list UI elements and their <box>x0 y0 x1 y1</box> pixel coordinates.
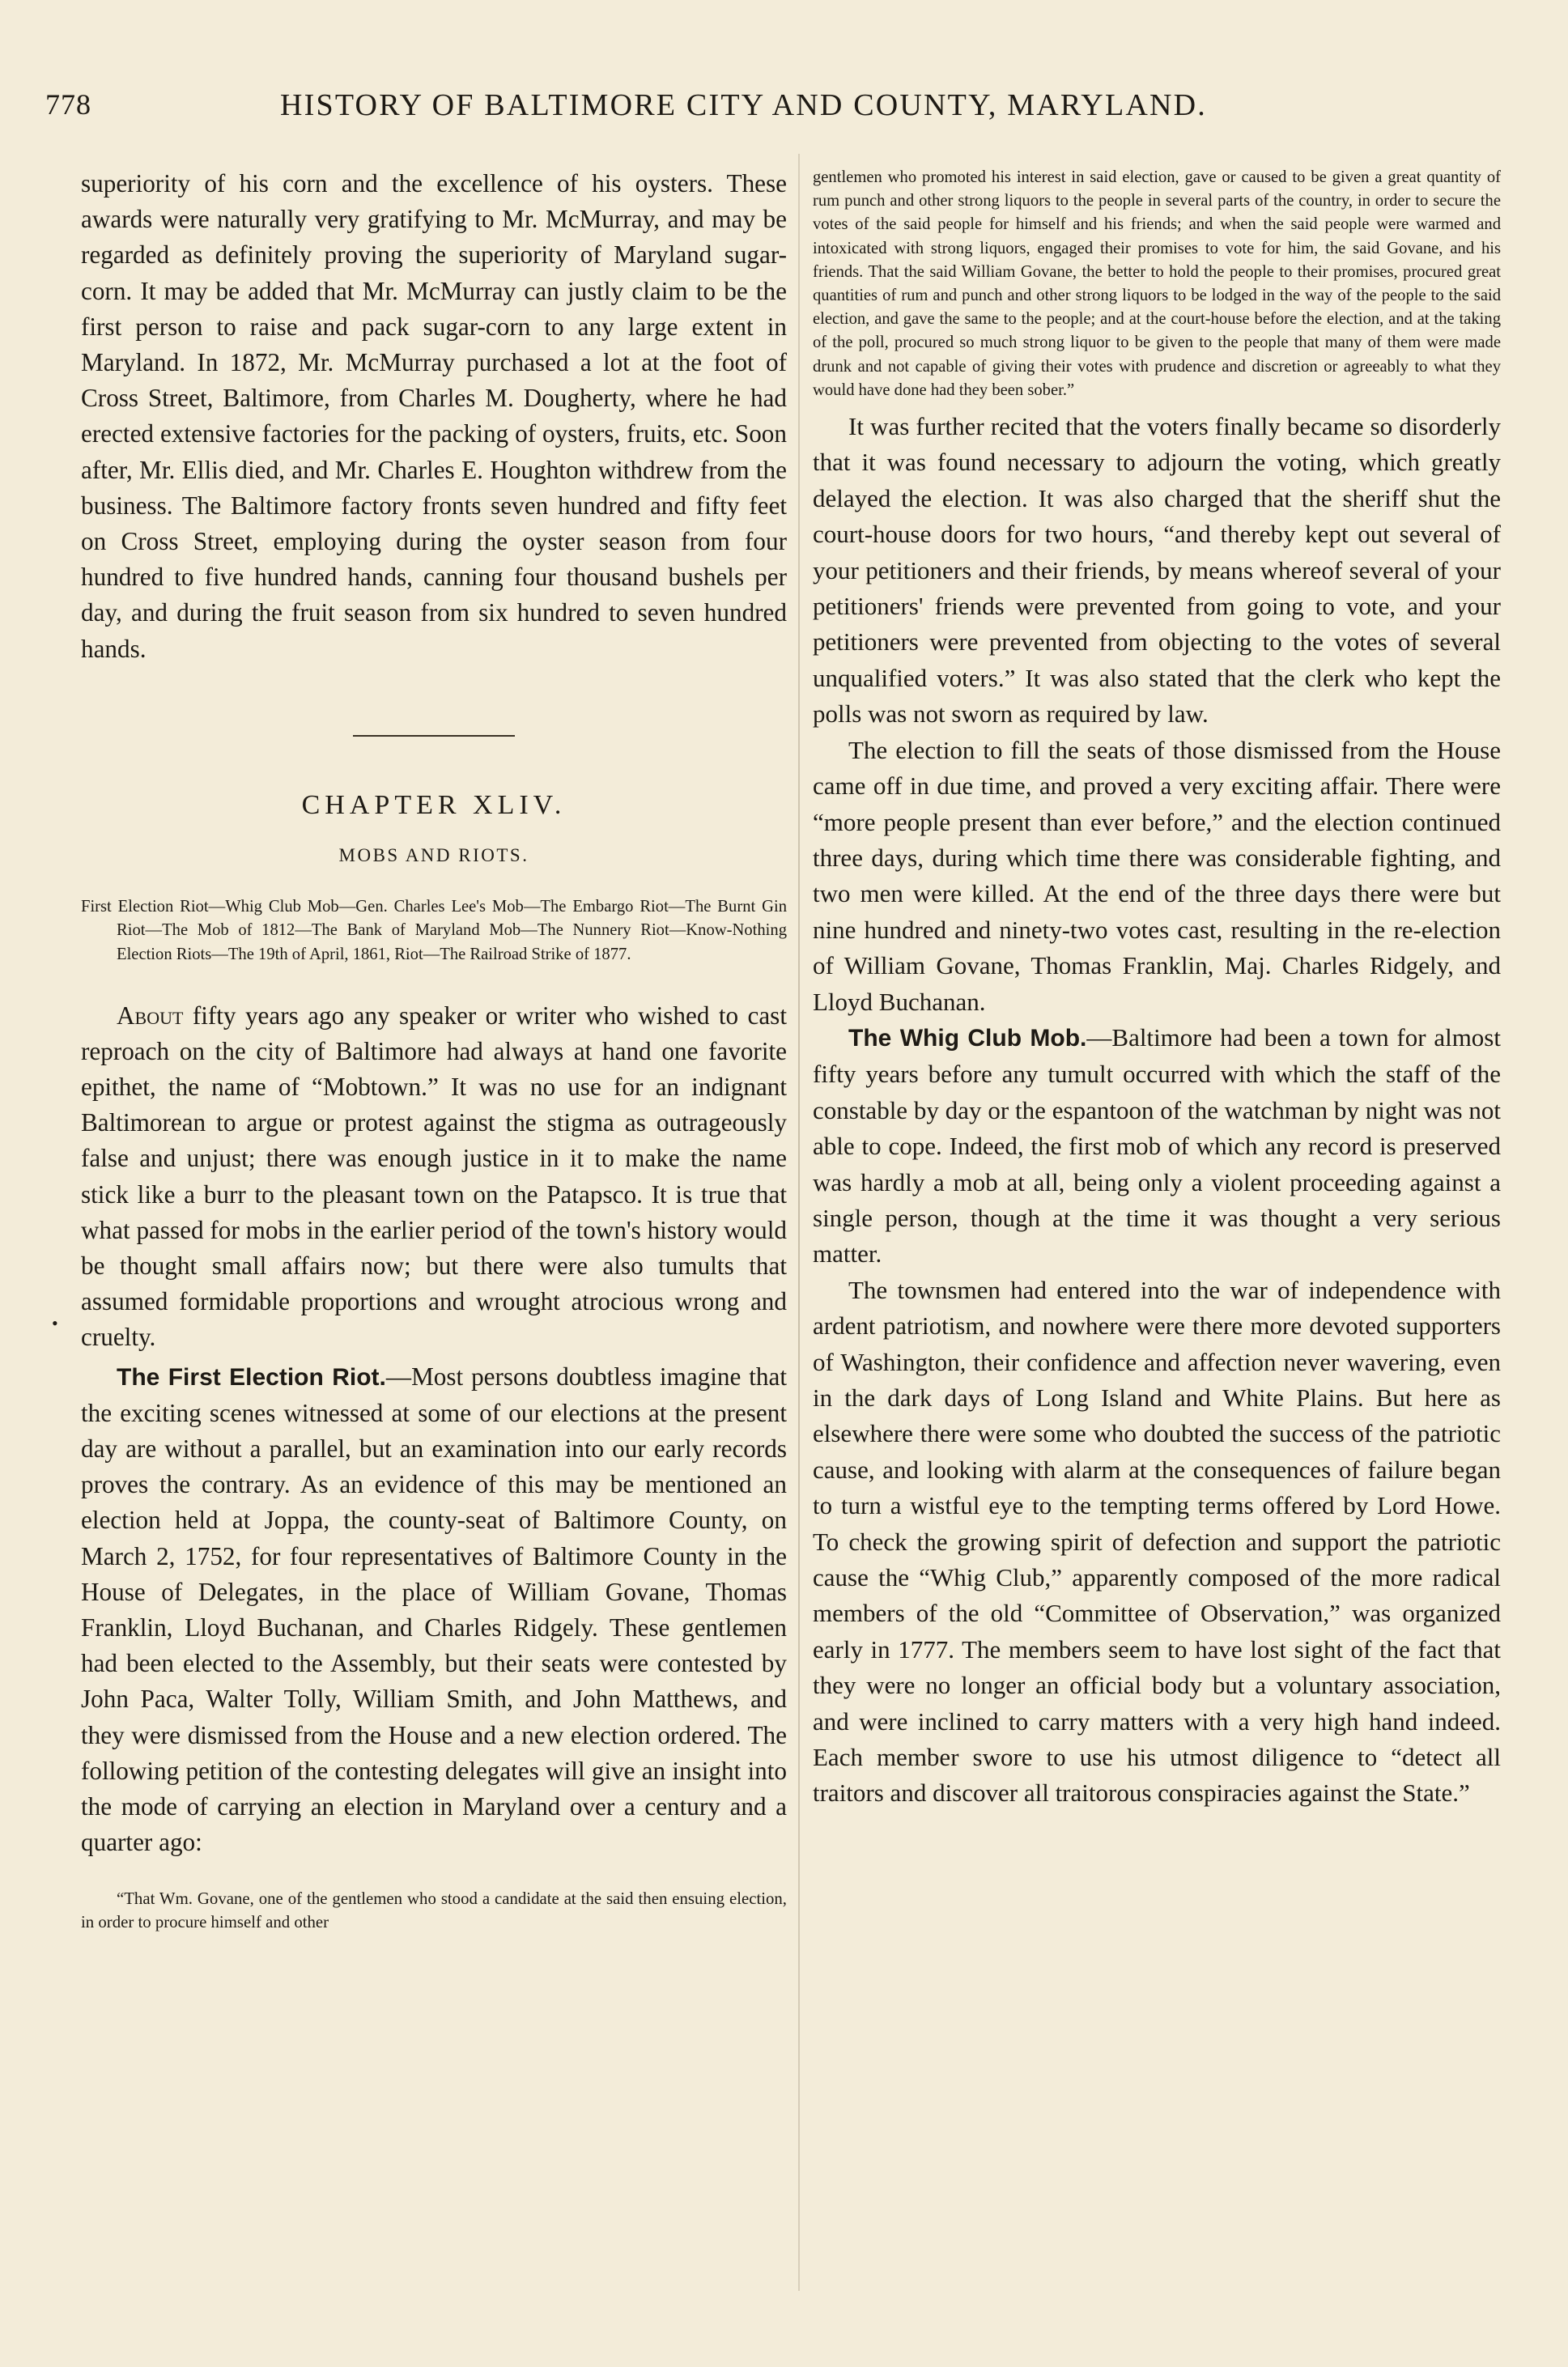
paragraph-war-of-independence: The townsmen had entered into the war of independence with ardent patriotism, and nowhere were there more devoted supporters of Washington, their confidence and affection never wavering, even in the dark days of Long Island and White Plains. But here as elsewhere there were some who doubted the success of the patriotic cause, and looking with alarm at the consequences of failure began to turn a wistful eye to the tempting terms offered by Lord Howe. To check the growing spirit of defection and support the patriotic cause the “Whig Club,” apparently composed of the more radical members of the old “Committee of Observation,” was organized early in 1777. The members seem to have lost sight of the fact that they were no longer an official body but a voluntary association, and were inclined to carry matters with a very high hand indeed. Each member swore to use his utmost diligence to “detect all traitors and discover all traitorous conspiracies against the State.” <box>813 1275 1501 1808</box>
chapter-title: CHAPTER XLIV. <box>301 789 567 820</box>
section-rule <box>353 735 515 737</box>
section-heading-whig-club-mob: The Whig Club Mob. <box>848 1024 1087 1052</box>
paragraph-mobtown <box>81 998 787 1356</box>
column-divider <box>798 154 800 2291</box>
page-number: 778 <box>45 88 91 121</box>
petition-quote-continued: gentlemen who promoted his interest in said election, gave or caused to be given a great quantity of rum punch and other strong liquors to the people in several parts of the country, in order to secure the votes of the said people for himself and his friends; and when the said people were warmed and intoxicated with strong liquors, engaged their promises to vote for him, the said Govane, and his friends. That the said William Govane, the better to hold the people to their promises, procured great quantities of rum and punch and other strong liquors to be lodged in the way of the people to the said election, and gave the same to the people; and at the court-house before the election, and at the taking of the poll, procured so much strong liquor to be given to the people that many of them were made drunk and not capable of giving their votes with prudence and discretion or agreeably to what they would have done had they been sober.” <box>813 168 1501 399</box>
paragraph-whig-club-mob <box>813 1020 1501 1273</box>
paragraph-whig-club-mob-text: —Baltimore had been a town for almost fifty years before any tumult occurred with which the staff of the constable by day or the espantoon of the watchman by night was not able to cope. Indeed, the first mob of which any record is preserved was hardly a mob at all, being only a violent proceeding against a single person, though at the time it was thought a very serious matter. <box>813 1022 1501 1268</box>
running-title: HISTORY OF BALTIMORE CITY AND COUNTY, MARYLAND. <box>280 88 1207 122</box>
chapter-subtitle: MOBS AND RIOTS. <box>338 844 529 865</box>
margin-dot: • <box>52 1313 58 1333</box>
paragraph-canning: superiority of his corn and the excellence of his oysters. These awards were naturally very gratifying to Mr. McMurray, and may be regarded as definitely proving the superiority of Maryland sugar-corn. It may be added that Mr. McMurray can justly claim to be the first person to raise and pack sugar-corn to any large extent in Maryland. In 1872, Mr. McMurray purchased a lot at the foot of Cross Street, Baltimore, from Charles M. Dougherty, where he had erected extensive factories for the packing of oysters, fruits, etc. Soon after, Mr. Ellis died, and Mr. Charles E. Houghton withdrew from the business. The Baltimore factory fronts seven hundred and fifty feet on Cross Street, employing during the oyster season from four hundred to five hundred hands, canning four thousand bushels per day, and during the fruit season from six hundred to seven hundred hands. <box>81 169 787 663</box>
paragraph-first-election-riot <box>81 1359 787 1861</box>
paragraph-re-election: The election to fill the seats of those dismissed from the House came off in due time, and proved a very exciting affair. There were “more people present than ever before,” and the election continued three days, during which time there was considerable fighting, and two men were killed. At the end of the three days there were but nine hundred and ninety-two votes cast, resulting in the re-election of William Govane, Thomas Franklin, Maj. Charles Ridgely, and Lloyd Buchanan. <box>813 735 1501 1016</box>
page-header <box>45 87 1341 136</box>
paragraph-mobtown-text: fifty years ago any speaker or writer who wished to cast reproach on the city of Baltimore had always at hand one favorite epithet, the name of “Mobtown.” It was no use for an indignant Baltimorean to argue or protest against the stigma as outrageously false and unjust; there was enough justice in it to make the name stick like a burr to the pleasant town on the Patapsco. It is true that what passed for mobs in the earlier period of the town's history would be thought small affairs now; but there were also tumults that assumed formidable proportions and wrought atrocious wrong and cruelty. <box>81 1001 787 1352</box>
left-column <box>81 166 787 1934</box>
paragraph-disorderly-voters: It was further recited that the voters finally became so disorderly that it was found necessary to adjourn the voting, which greatly delayed the election. It was also charged that the sheriff shut the court-house doors for two hours, “and thereby kept out several of your petitioners and their friends, by means whereof several of your petitioners' friends were prevented from going to vote, and your petitioners were prevented from objecting to the votes of several unqualified voters.” It was also stated that the clerk who kept the polls was not sworn as required by law. <box>813 412 1501 729</box>
chapter-synopsis: First Election Riot—Whig Club Mob—Gen. Charles Lee's Mob—The Embargo Riot—The Burnt Gin Riot—The Mob of 1812—The Bank of Maryland Mob—The Nunnery Riot—Know-Nothing Election Riots—The 19th of April, 1861, Riot—The Railroad Strike of 1877. <box>81 897 787 964</box>
right-column <box>813 166 1501 1812</box>
petition-quote-start: “That Wm. Govane, one of the gentlemen who stood a candidate at the said then ensuing election, in order to procure himself and other <box>81 1889 787 1931</box>
section-heading-first-election-riot: The First Election Riot. <box>117 1363 386 1391</box>
lead-word: About <box>117 1001 184 1030</box>
paragraph-first-election-riot-text: —Most persons doubtless imagine that the exciting scenes witnessed at some of our elections at the present day are without a parallel, but an examination into our early records proves the contrary. As an evidence of this may be mentioned an election held at Joppa, the county-seat of Baltimore County, on March 2, 1752, for four representatives of Baltimore County in the House of Delegates, in the place of William Govane, Thomas Franklin, Lloyd Buchanan, and Charles Ridgely. These gentlemen had been elected to the Assembly, but their seats were contested by John Paca, Walter Tolly, William Smith, and John Matthews, and they were dismissed from the House and a new election ordered. The following petition of the contesting delegates will give an insight into the mode of carrying an election in Maryland over a century and a quarter ago: <box>81 1362 787 1857</box>
